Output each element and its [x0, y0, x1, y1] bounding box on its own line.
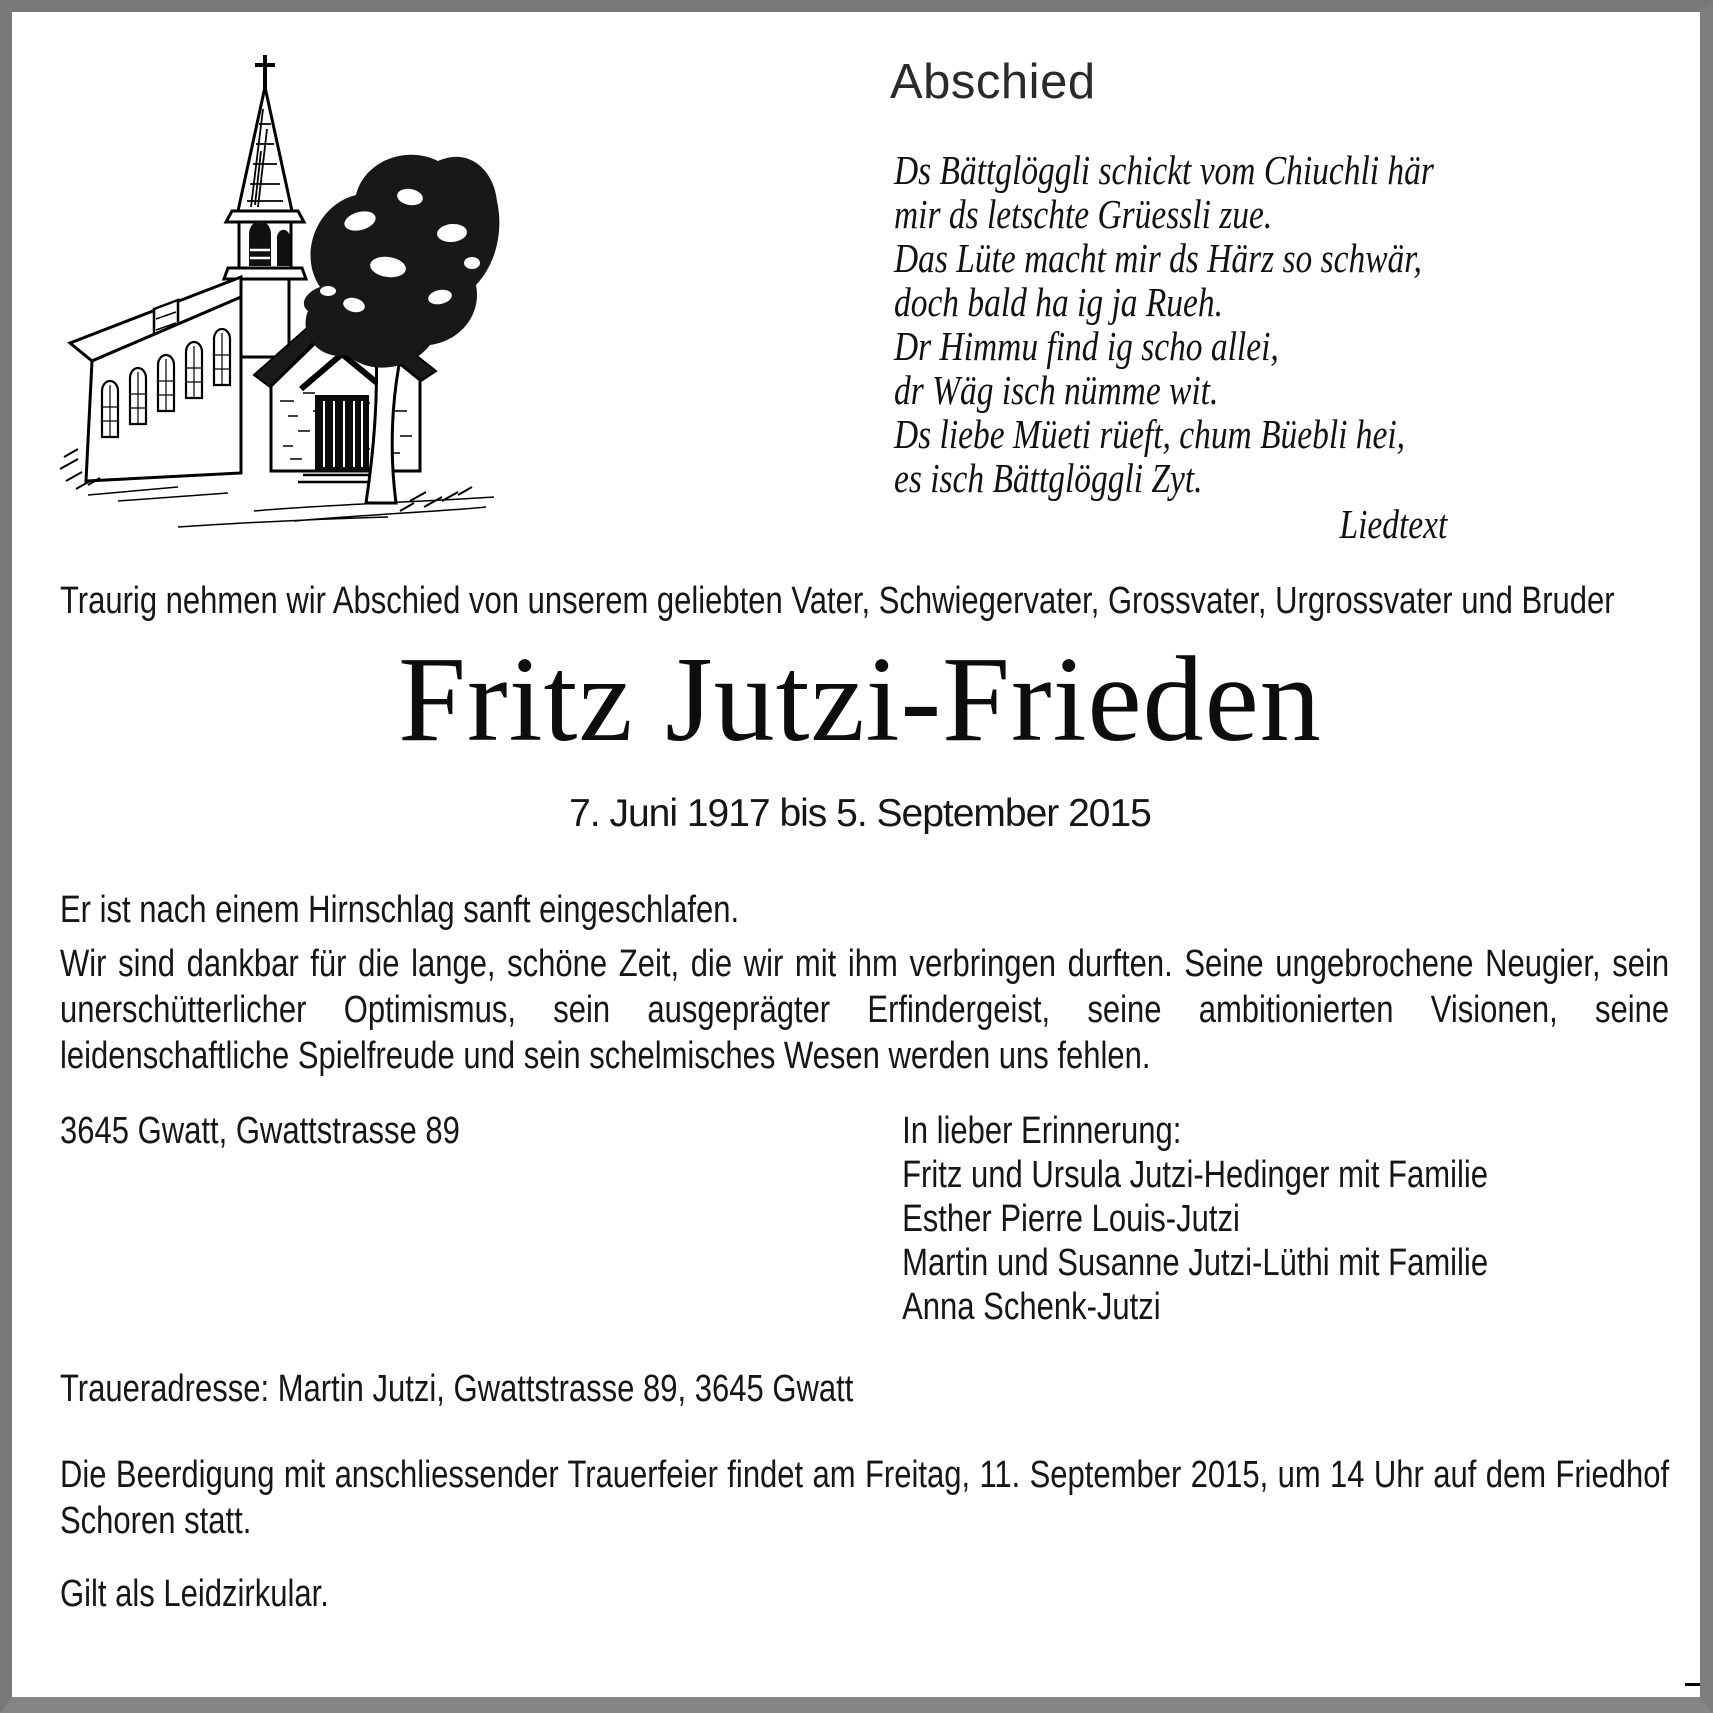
memorial-name: Esther Pierre Louis-Jutzi [902, 1198, 1240, 1240]
poem-attribution: Liedtext [1339, 501, 1448, 547]
church-illustration [58, 48, 504, 546]
poem-line: es isch Bättglöggli Zyt. [894, 455, 1203, 501]
memorial-heading: In lieber Erinnerung: [902, 1110, 1182, 1152]
poem-line: doch bald ha ig ja Rueh. [894, 279, 1223, 325]
poem-line: dr Wäg isch nümme wit. [894, 367, 1219, 413]
address-and-memorial [60, 1109, 1669, 1333]
scan-crop-mark [0, 1598, 4, 1694]
memorial-list [902, 1109, 1488, 1329]
scan-crop-mark [1685, 1683, 1713, 1686]
farewell-poem [894, 148, 1455, 546]
home-address: 3645 Gwatt, Gwattstrasse 89 [60, 1110, 460, 1152]
tribute-paragraph: Wir sind dankbar für die lange, schöne Zeit, die wir mit ihm verbringen durften. Seine ungebrochene Neugier, sein unerschütterlicher Optimismus, sein ausgeprägter Erfindergeist, seine ambitionierten Visionen, seine leidenschaftliche Spielfreude und sein schelmisches Wesen werden uns fehlen. [60, 943, 1670, 1077]
farewell-title: Abschied [890, 55, 1096, 109]
intro-paragraph: Traurig nehmen wir Abschied von unserem geliebten Vater, Schwiegervater, Grossvater, Urgrossvater und Bruder [60, 580, 1615, 622]
deceased-name: Fritz Jutzi-Frieden [398, 632, 1322, 767]
cross-icon [255, 55, 275, 89]
funeral-details: Die Beerdigung mit anschliessender Trauerfeier findet am Freitag, 11. September 2015, um 14 Uhr auf dem Friedhof Schoren statt. [60, 1454, 1670, 1542]
memorial-name: Anna Schenk-Jutzi [902, 1286, 1161, 1328]
life-dates: 7. Juni 1917 bis 5. September 2015 [569, 792, 1151, 835]
poem-line: Das Lüte macht mir ds Härz so schwär, [894, 235, 1422, 281]
masthead [12, 12, 1700, 552]
memorial-name: Fritz und Ursula Jutzi-Hedinger mit Familie [902, 1154, 1488, 1196]
poem-line: Ds Bättglöggli schickt vom Chiuchli här [894, 147, 1434, 193]
poem-line: mir ds letschte Grüessli zue. [894, 191, 1273, 237]
leidzirkular-note: Gilt als Leidzirkular. [60, 1573, 329, 1615]
poem-line: Dr Himmu find ig scho allei, [894, 323, 1279, 369]
poem-line: Ds liebe Müeti rüeft, chum Büebli hei, [894, 411, 1406, 457]
mourning-address: Traueradresse: Martin Jutzi, Gwattstrasse 89, 3645 Gwatt [60, 1368, 854, 1410]
church-drawing [58, 48, 504, 546]
memorial-name: Martin und Susanne Jutzi-Lüthi mit Familie [902, 1242, 1489, 1284]
notice-body [12, 578, 1700, 1617]
death-cause-paragraph: Er ist nach einem Hirnschlag sanft eingeschlafen. [60, 889, 740, 931]
